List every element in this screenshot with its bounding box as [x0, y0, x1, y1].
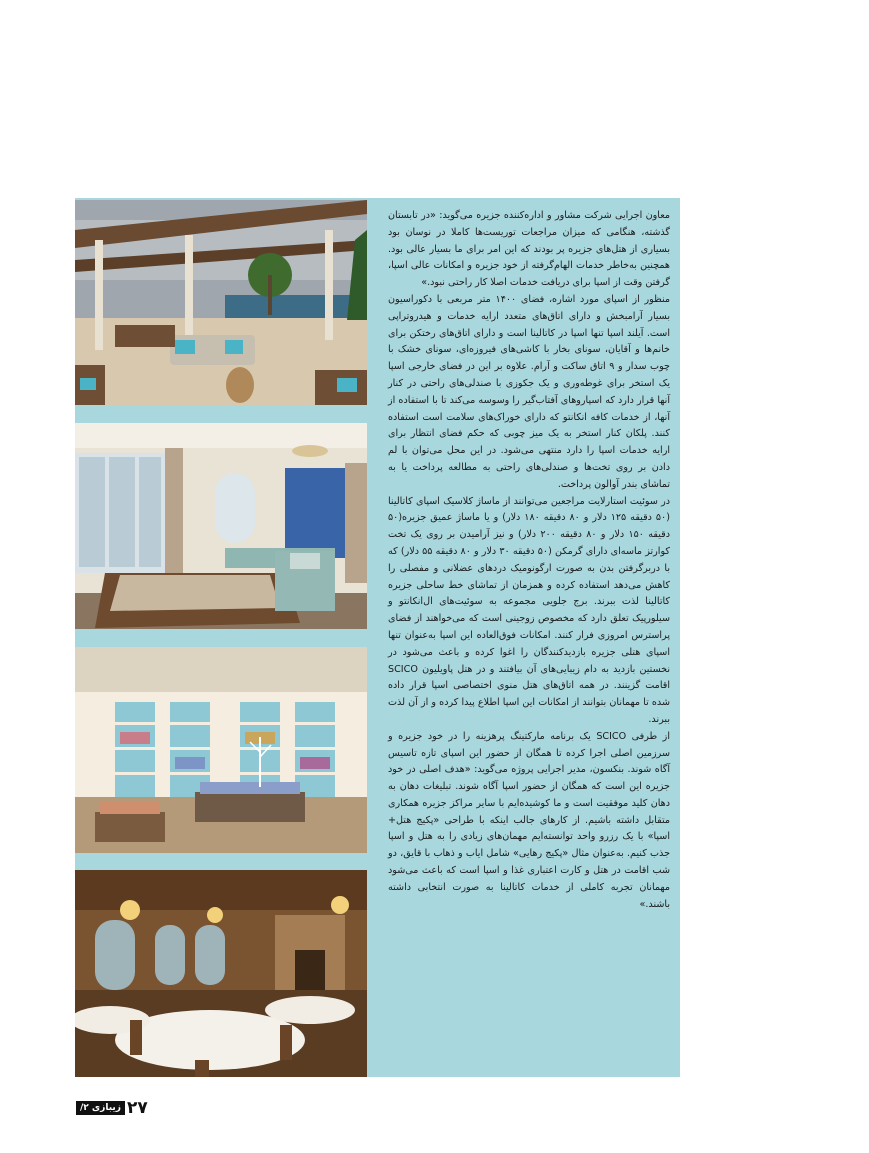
article-paragraph: در سوئیت استارلایت مراجعین می‌توانند از ماساژ کلاسیک اسپای کاتالینا (۵۰ دقیقه ۱۲۵ دلار و ۸۰ دقیقه ۱۸۰ دلار) و یا ماساژ عمیق جزیره(۵۰ دقیقه ۱۵۰ دلار و ۸۰ دقیقه ۲۰۰ دلار) و نیز آرامیدن بر روی یک تخت کوارتز ماسه‌ای دارای گرمکن (۵۰ دقیقه ۳۰ دلار و ۸۰ دقیقه ۵۵ دلار) که با دربرگرفتن بدن به صورت ارگونومیک دردهای عضلانی و مفصلی را کاهش می‌دهد استفاده کرده و همزمان از تماشای خط ساحلی جزیره کاتالینا لذت ببرند. برج جلویی مجموعه به سوئیت‌های ال‌انکانتو و سیلورپیک تعلق دارد که مخصوص زوجینی است که می‌خواهند از فضای پراسترس امروزی فرار کنند. امکانات فوق‌العاده این اسپا به‌عنوان تنها اسپای هتلی جزیره بازدیدکنندگان را اغوا کرده و باعث می‌شود در نخستین بازدید به دام زیبایی‌های آن بیافتند و در هتل پاویلیون SCICO اقامت گزینند. در همه اتاق‌های هتل منوی اختصاصی اسپا قرار داده شده تا مهمانان بتوانند از امکانات این اسپا اطلاع پیدا کرده و از آن لذت ببرند.: [388, 495, 670, 725]
article-paragraph: از طرفی SCICO یک برنامه مارکتینگ پرهزینه را در خود جزیره و سرزمین اصلی اجرا کرده تا همگان از حضور این اسپای تازه تاسیس آگاه شوند. بنکسون، مدیر اجرایی پروژه می‌گوید: «هدف اصلی در خود جزیره این است که همگان از حضور اسپا آگاه شوند. تبلیغات دهان به دهان کلید موفقیت است و ما کوشیده‌ایم با سایر مراکز جزیره همکاری متقابل داشته باشیم. از کارهای جالب اینکه با طراحی «پکیج هتل+ اسپا» با یک رزرو واحد توانسته‌ایم مهمان‌های زیادی را به هتل و اسپا جذب کنیم. به‌عنوان مثال «پکیج رهایی» شامل ایاب و ذهاب با قایق، دو شب اقامت در هتل و کارت اعتباری غذا و اسپا است که باعث می‌شود مهمانان تجربه کاملی از خدمات کاتالینا به صورت انتخابی داشته باشند.»: [388, 730, 670, 910]
article-text-column: [388, 200, 670, 1070]
magazine-issue-tag: زیبازی ۲/: [76, 1101, 125, 1115]
page-footer: [76, 1097, 148, 1119]
article-paragraph: منظور از اسپای مورد اشاره، فضای ۱۴۰۰ متر مربعی با دکوراسیون بسیار آرامبخش و دارای اتاق‌های متعدد ارایه خدمات و هیدروتراپی است. آیلند اسپا تنها اسپا در کاتالینا است و دارای اتاق‌های رختکن برای خانم‌ها و آقایان، سونای بخار با کاشی‌های فیروزه‌ای، سونای خشک با چوب سدار و ۹ اتاق ساکت و آرام. علاوه بر این در فضای خارجی اسپا یک استخر برای غوطه‌وری و یک جکوزی با صندلی‌های راحتی در کنار آنها قرار دارد که اسپاروهای آفتاب‌گیر را وسوسه می‌کند تا با استفاده از آنها، از خدمات کافه انکانتو که دارای خوراک‌های سلامت است استفاده کنند. پلکان کنار استخر به یک میز چوبی که حکم فضای انتظار برای ارایه خدمات اسپا را دارد منتهی می‌شود. در این محل می‌توان با لم دادن بر روی تخت‌ها و صندلی‌های راحتی به مطالعه پرداخت یا به تماشای بندر آوالون پرداخت.: [388, 293, 671, 490]
terrace-lounge-photo: [75, 200, 367, 405]
dining-hall-photo: [75, 870, 367, 1077]
article-paragraph: معاون اجرایی شرکت مشاور و اداره‌کننده جزیره می‌گوید: «در تابستان گذشته، هنگامی که میزان مراجعات توریست‌ها کاملا در نوسان بود بسیاری از هتل‌های جزیره پر بودند که این امر برای ما بسیار عالی بود. همچنین به‌خاطر خدمات الهام‌گرفته از خود جزیره و امکانات عالی اسپا، گرفتن وقت از اسپا برای دریافت خدمات اصلا کار راحتی نبود.»: [388, 210, 670, 289]
spa-boutique-photo: [75, 647, 367, 853]
treatment-room-photo: [75, 423, 367, 629]
page-number: ۲۷: [126, 1098, 148, 1118]
article-body: [388, 200, 670, 913]
